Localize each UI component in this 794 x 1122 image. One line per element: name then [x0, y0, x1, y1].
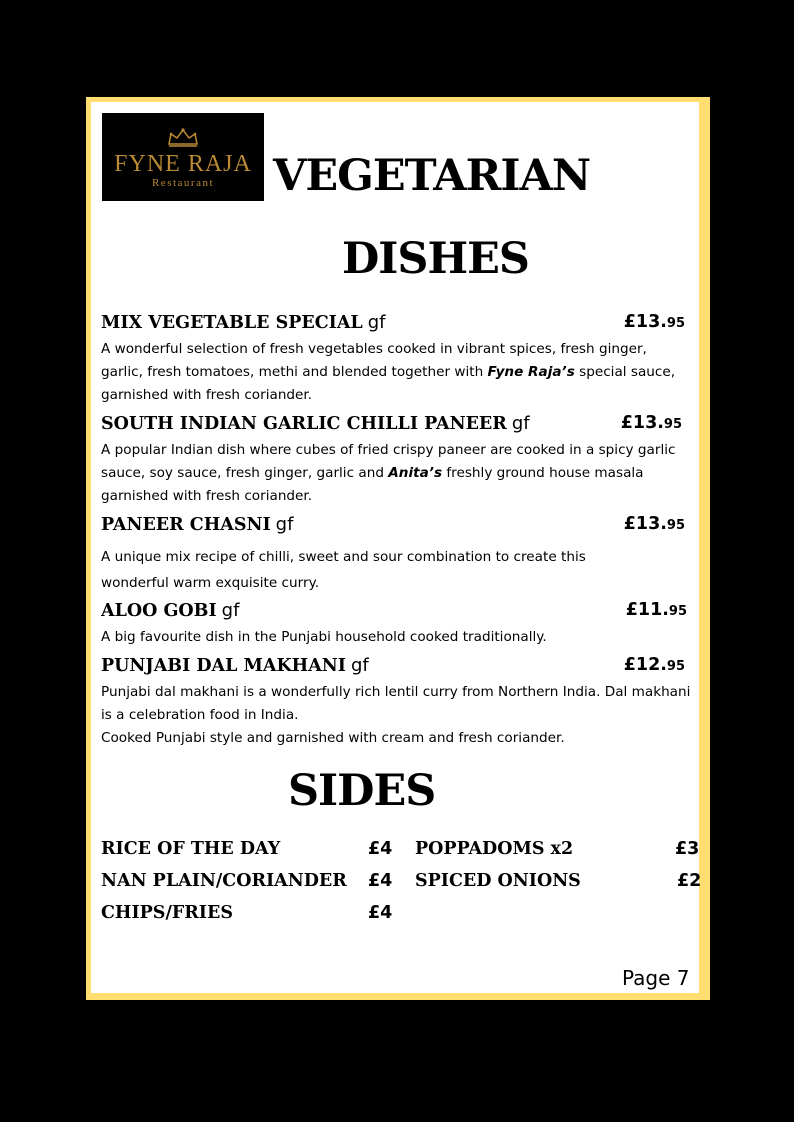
dish-name: PANEER CHASNI — [101, 515, 271, 535]
side-item-price: £2 — [677, 871, 702, 891]
dish-description: Punjabi dal makhani is a wonderfully rich lentil curry from Northern India. Dal makhani is a celebration food in India. — [101, 684, 691, 723]
dish-description: A unique mix recipe of chilli, sweet and sour combination to create this wonderful warm exquisite curry. — [101, 549, 586, 591]
dish-header — [101, 312, 691, 338]
dish-name: PUNJABI DAL MAKHANI — [101, 656, 346, 676]
price-pence: 95 — [666, 659, 685, 674]
price-main: £13. — [620, 413, 664, 433]
dish-price — [621, 413, 682, 433]
desc-text: special sauce, garnished with fresh coriander. — [101, 364, 676, 403]
side-item-name: SPICED ONIONS — [415, 871, 581, 891]
side-item-price: £4 — [368, 871, 393, 891]
dish-dietary-tag: gf — [367, 312, 386, 333]
menu-page-content — [91, 102, 702, 993]
price-pence: 95 — [668, 604, 687, 619]
price-main: £12. — [623, 655, 667, 675]
dish-dietary-tag: gf — [275, 514, 294, 535]
dish-dietary-tag: gf — [350, 655, 369, 676]
price-main: £13. — [623, 312, 667, 332]
side-item-price: £4 — [368, 903, 393, 923]
side-item-name: RICE OF THE DAY — [101, 839, 281, 859]
desc-highlight: Anita’s — [388, 465, 443, 481]
dish-item — [101, 655, 691, 750]
dish-description: A big favourite dish in the Punjabi household cooked traditionally. — [101, 629, 547, 645]
dish-name: ALOO GOBI — [101, 601, 217, 621]
price-main: £11. — [625, 600, 669, 620]
dish-price — [626, 600, 687, 620]
desc-text: freshly ground house masala garnished with fresh coriander. — [101, 465, 644, 504]
page-title-line2: DISHES — [342, 234, 529, 284]
side-item-name: CHIPS/FRIES — [101, 903, 233, 923]
dish-item — [101, 600, 691, 649]
dish-name: MIX VEGETABLE SPECIAL — [101, 313, 363, 333]
dish-item — [101, 312, 691, 407]
price-pence: 95 — [666, 316, 685, 331]
dish-price — [624, 655, 685, 675]
logo-subtitle: Restaurant — [151, 177, 215, 189]
price-pence: 95 — [663, 417, 682, 432]
dish-description — [101, 338, 691, 407]
dish-item — [101, 514, 691, 596]
dish-price — [624, 514, 685, 534]
dish-description-extra: Cooked Punjabi style and garnished with cream and fresh coriander. — [101, 730, 565, 746]
dish-dietary-tag: gf — [221, 600, 240, 621]
side-item-price: £3 — [675, 839, 700, 859]
desc-text: A popular Indian dish where cubes of fried crispy paneer are cooked in a spicy garlic sauce, soy sauce, fresh ginger, garlic and — [101, 442, 676, 481]
dish-item — [101, 413, 691, 508]
page-title-line1: VEGETARIAN — [273, 151, 591, 201]
side-item-price: £4 — [368, 839, 393, 859]
menu-page — [86, 97, 710, 1000]
logo-brand-name: FYNE RAJA — [114, 151, 252, 177]
restaurant-logo — [102, 113, 264, 201]
crown-icon — [166, 127, 200, 147]
dish-header — [101, 514, 691, 540]
price-pence: 95 — [666, 518, 685, 533]
side-item-name: NAN PLAIN/CORIANDER — [101, 871, 347, 891]
price-main: £13. — [623, 514, 667, 534]
dish-header — [101, 600, 691, 626]
dish-header — [101, 413, 691, 439]
dish-description — [101, 439, 691, 508]
sides-heading: SIDES — [288, 766, 436, 816]
dish-name: SOUTH INDIAN GARLIC CHILLI PANEER — [101, 414, 507, 434]
dish-dietary-tag: gf — [511, 413, 530, 434]
side-item-name: POPPADOMS x2 — [415, 839, 574, 859]
dish-price — [624, 312, 685, 332]
dish-header — [101, 655, 691, 681]
page-number: Page 7 — [622, 966, 690, 990]
desc-text: A wonderful selection of fresh vegetables cooked in vibrant spices, fresh ginger, garlic, fresh tomatoes, methi and blended together with — [101, 341, 647, 380]
desc-highlight: Fyne Raja’s — [487, 364, 575, 380]
